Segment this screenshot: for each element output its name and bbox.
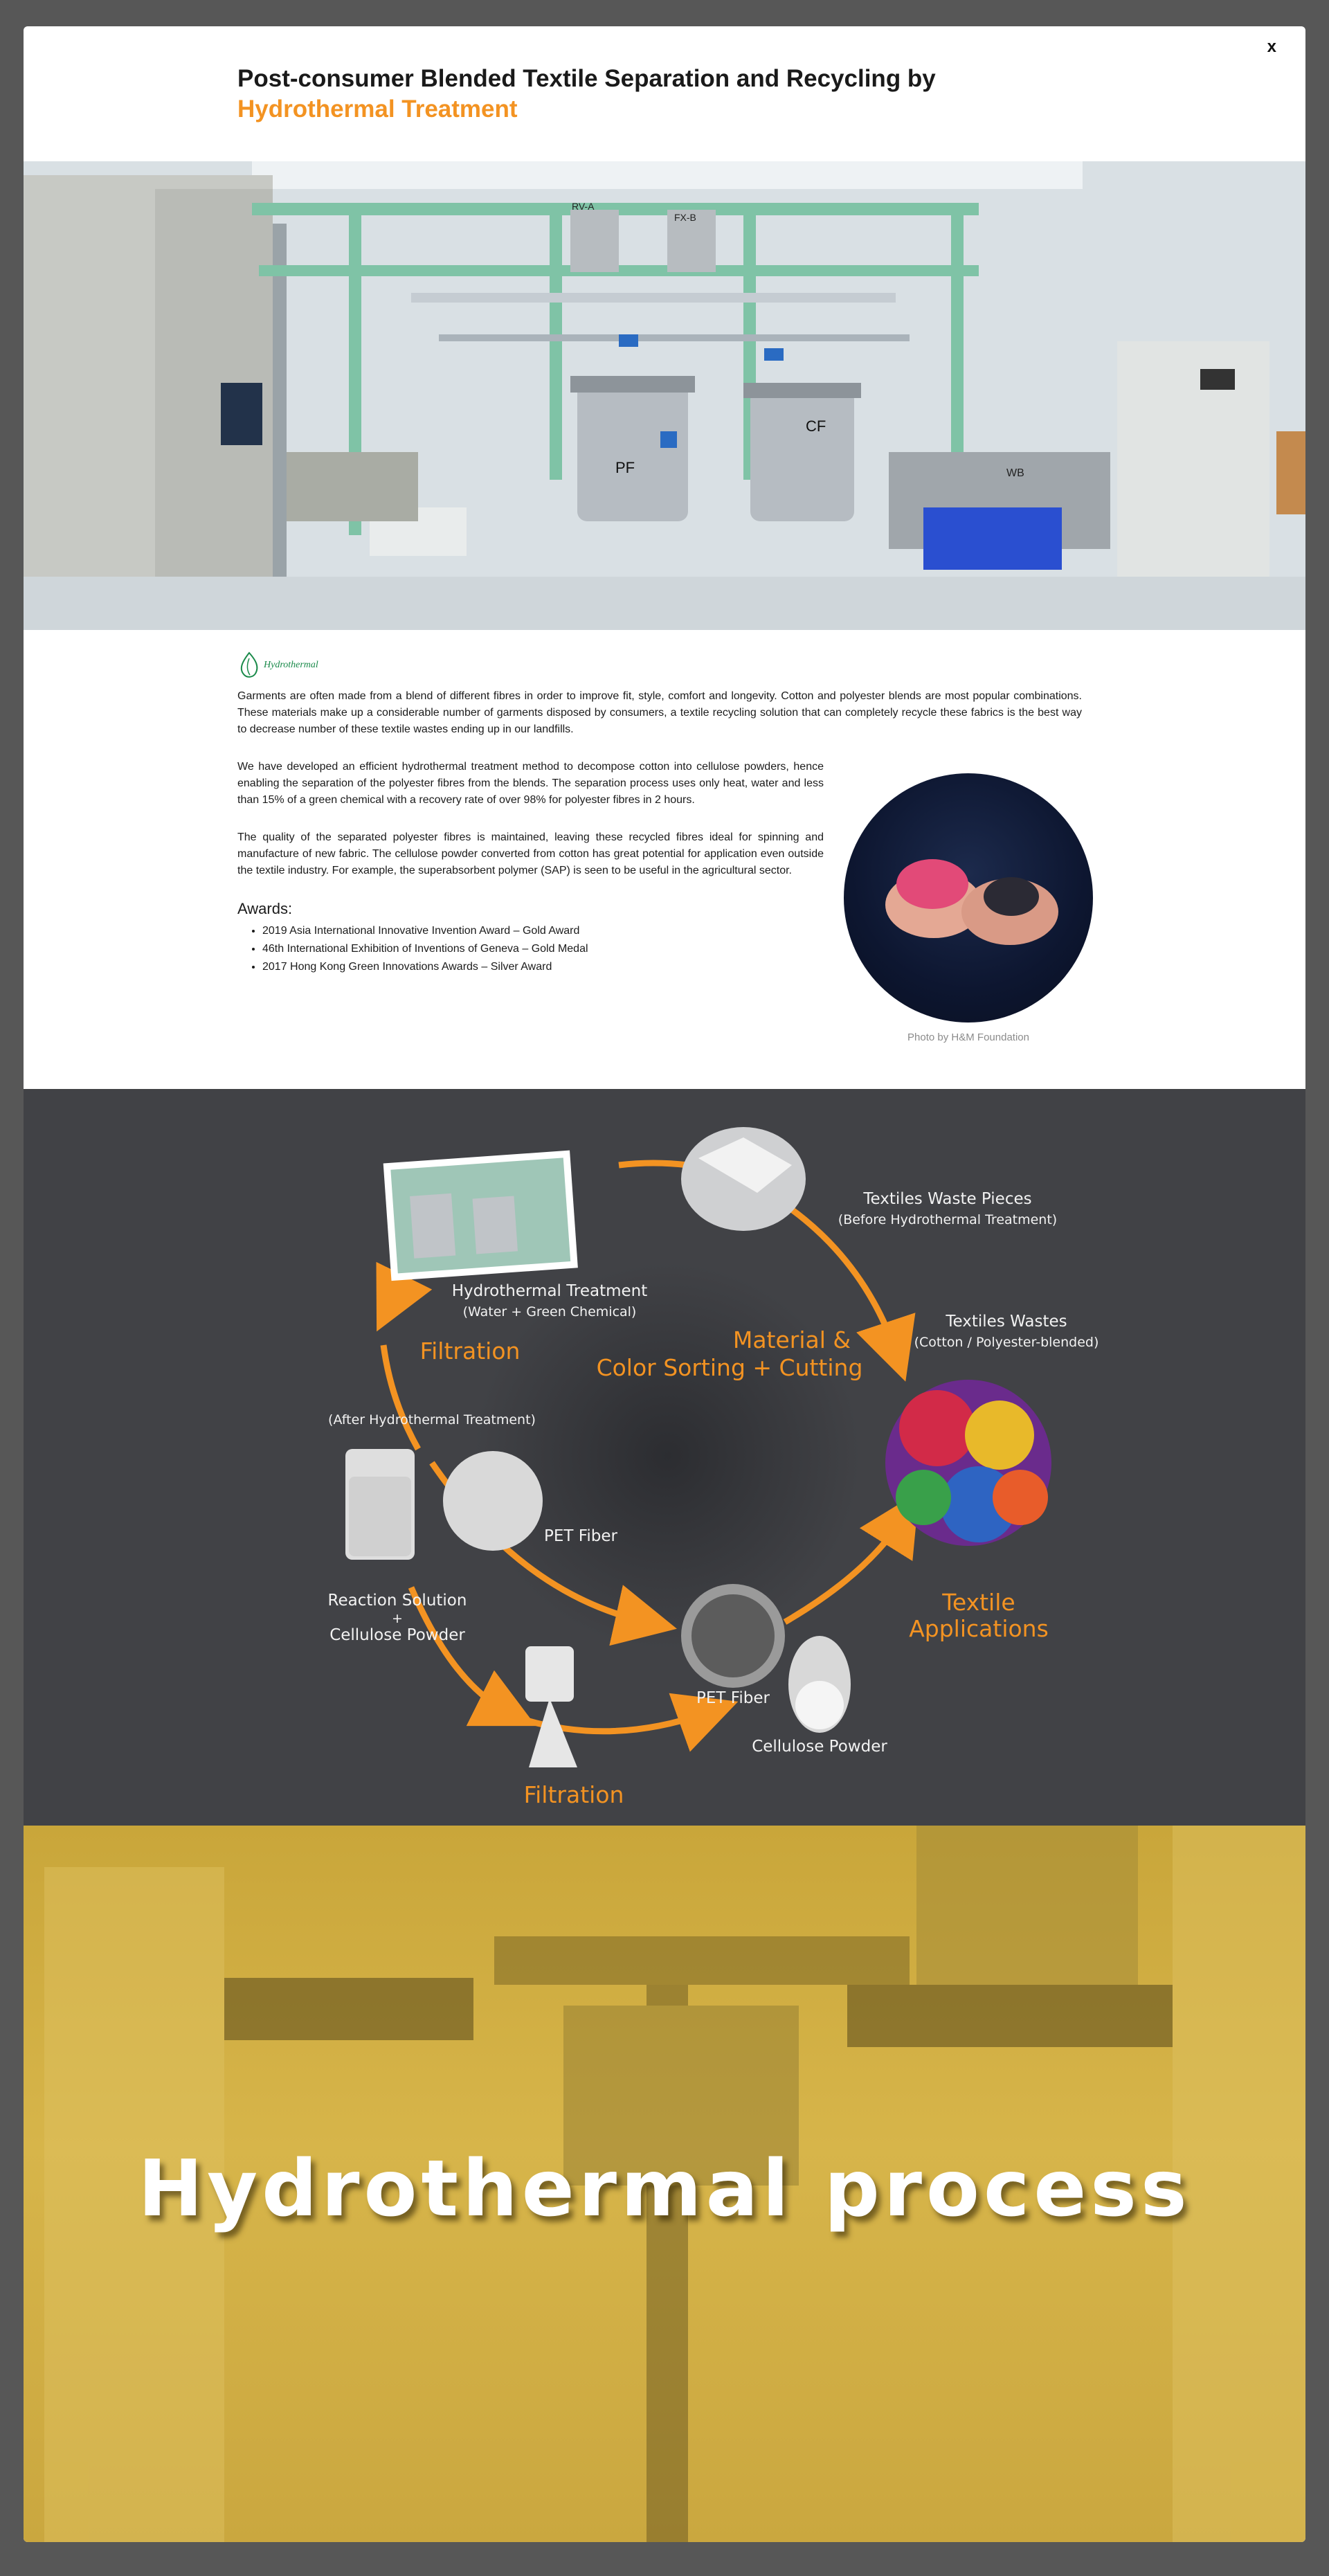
awards-list bbox=[237, 922, 824, 976]
label-reaction-solution: Reaction Solution bbox=[327, 1592, 467, 1610]
awards-heading: Awards: bbox=[237, 900, 293, 917]
label-textiles-waste-pieces: Textiles Waste Pieces bbox=[863, 1190, 1032, 1208]
label-after-treatment: (After Hydrothermal Treatment) bbox=[328, 1412, 536, 1427]
award-item: • 2019 Asia International Innovative Invention Award – Gold Award bbox=[262, 922, 824, 940]
label-pf: PF bbox=[615, 459, 635, 476]
page-header bbox=[237, 64, 1137, 125]
award-item: • 46th International Exhibition of Inventions of Geneva – Gold Medal bbox=[262, 940, 824, 958]
method-paragraph: We have developed an efficient hydrothermal treatment method to decompose cotton into cellulose powders, hence enabling the separation of the polyester fibres from the blends. The separation process uses only heat, water and less than 15% of a green chemical with a recovery rate of over 98% for polyester fibres in 2 hours. bbox=[237, 761, 824, 806]
quality-paragraph: The quality of the separated polyester fibres is maintained, leaving these recycled fibres ideal for spinning and manufacture of new fabric. The cellulose powder converted from cotton has great potential for application even outside the textile industry. For example, the superabsorbent polymer (SAP) is seen to be useful in the agricultural sector. bbox=[237, 831, 824, 876]
label-hydrothermal-treatment: Hydrothermal Treatment bbox=[451, 1282, 648, 1300]
label-textiles-wastes: Textiles Wastes bbox=[946, 1313, 1067, 1331]
hydrothermal-process-banner bbox=[24, 1826, 1305, 2542]
hydrothermal-logo bbox=[237, 649, 1082, 681]
award-item: • 2017 Hong Kong Green Innovations Awards – Silver Award bbox=[262, 958, 824, 976]
page-title-line1: Post-consumer Blended Textile Separation and Recycling by bbox=[237, 65, 936, 92]
photo-caption: Photo by H&M Foundation bbox=[907, 1032, 1029, 1043]
awards-section bbox=[237, 900, 824, 976]
banner-title: Hydrothermal process bbox=[138, 2144, 1191, 2234]
label-cellulose-powder-left: Cellulose Powder bbox=[329, 1626, 465, 1644]
label-pet-fiber-bottom: PET Fiber bbox=[696, 1689, 770, 1707]
label-rv-a: RV-A bbox=[572, 201, 595, 212]
label-filtration-bottom: Filtration bbox=[523, 1781, 624, 1808]
label-fx-b: FX-B bbox=[674, 212, 696, 223]
label-material-sorting-2: Color Sorting + Cutting bbox=[596, 1354, 863, 1381]
hands-fibres-photo bbox=[844, 773, 1093, 1023]
label-cellulose-powder-bottom: Cellulose Powder bbox=[752, 1738, 887, 1756]
label-before-treatment: (Before Hydrothermal Treatment) bbox=[838, 1212, 1058, 1227]
modal-dialog bbox=[24, 26, 1305, 2542]
intro-paragraph: Garments are often made from a blend of different fibres in order to improve fit, style, comfort and longevity. Cotton and polyester blends are most popular combinations. These materials make up a considerable number of garments disposed by consumers, a textile recycling solution that can completely recycle these fabrics is the best way to decrease number of these textile wastes ending up in our landfills. bbox=[237, 690, 1082, 735]
label-material-sorting-1: Material & bbox=[732, 1326, 851, 1353]
label-textile-applications-1: Textile bbox=[942, 1589, 1015, 1616]
lab-equipment-photo bbox=[24, 161, 1305, 630]
label-wb: WB bbox=[1006, 467, 1024, 479]
close-button[interactable]: x bbox=[1267, 37, 1276, 56]
process-diagram bbox=[24, 1089, 1305, 1826]
logo-text: Hydrothermal bbox=[264, 660, 318, 670]
page-title-line2: Hydrothermal Treatment bbox=[237, 96, 518, 123]
label-water-green-chemical: (Water + Green Chemical) bbox=[462, 1304, 637, 1319]
label-plus: + bbox=[392, 1611, 403, 1626]
leaf-logo-icon bbox=[237, 651, 261, 679]
label-cotton-polyester: (Cotton / Polyester-blended) bbox=[914, 1335, 1099, 1350]
label-cf: CF bbox=[806, 417, 826, 435]
text-column bbox=[237, 759, 824, 976]
label-filtration-top: Filtration bbox=[419, 1337, 521, 1364]
label-textile-applications-2: Applications bbox=[909, 1615, 1049, 1642]
label-pet-fiber-left: PET Fiber bbox=[544, 1527, 617, 1545]
